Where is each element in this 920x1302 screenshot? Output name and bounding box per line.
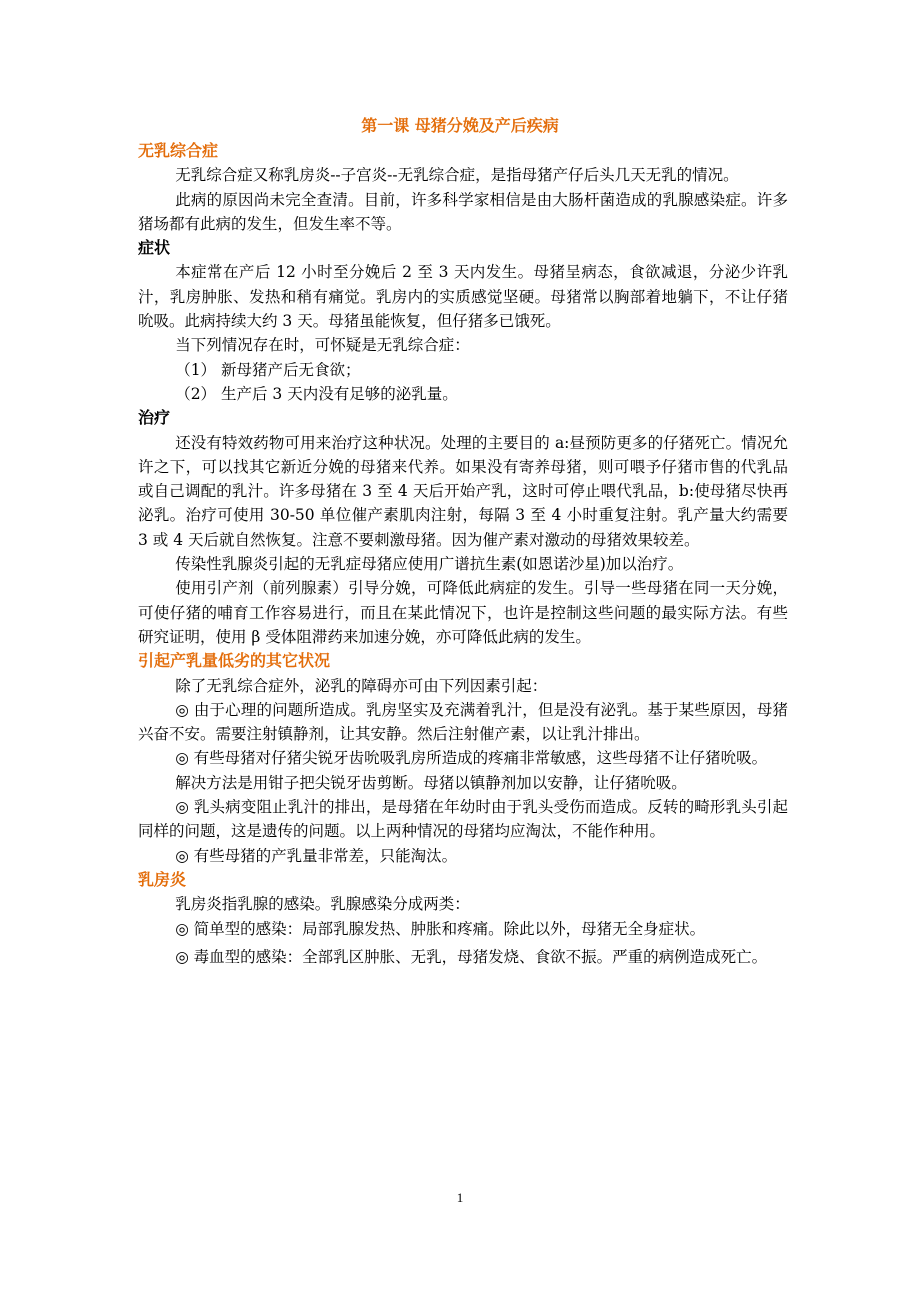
page-number: 1 [456, 1190, 464, 1205]
paragraph: ◎ 简单型的感染：局部乳腺发热、肿胀和疼痛。除此以外，母猪无全身症状。 [175, 919, 706, 938]
paragraph: 本症常在产后 12 小时至分娩后 2 至 3 天内发生。母猪呈病态，食欲减退，分泌少许乳汁，乳房肿胀、发热和稍有痛觉。乳房内的实质感觉坚硬。母猪常以胸部着地躺下，不让仔猪吮吸。此病持续大约 3 天。母猪虽能恢复，但仔猪多已饿死。 [138, 263, 788, 331]
paragraph: 此病的原因尚未完全查清。目前，许多科学家相信是由大肠杆菌造成的乳腺感染症。许多猪场都有此病的发生，但发生率不等。 [138, 190, 788, 233]
paragraph: ◎ 由于心理的问题所造成。乳房坚实及充满着乳汁，但是没有泌乳。基于某些原因，母猪兴奋不安。需要注射镇静剂，让其安静。然后注射催产素，以让乳汁排出。 [138, 700, 788, 744]
paragraph: 除了无乳综合症外，泌乳的障碍亦可由下列因素引起： [175, 676, 548, 695]
paragraph: 无乳综合症又称乳房炎--子宫炎--无乳综合症，是指母猪产仔后头几天无乳的情况。 [175, 166, 739, 185]
list-item: （1） 新母猪产后无食欲； [175, 360, 361, 379]
paragraph: ◎ 毒血型的感染：全部乳区肿胀、无乳，母猪发烧、食欲不振。严重的病例造成死亡。 [175, 947, 768, 966]
paragraph: 乳房炎指乳腺的感染。乳腺感染分成两类： [175, 895, 470, 914]
section-heading-agalactia: 无乳综合症 [138, 141, 219, 160]
paragraph: ◎ 有些母猪对仔猪尖锐牙齿吮吸乳房所造成的疼痛非常敏感，这些母猪不让仔猪吮吸。 [175, 749, 768, 768]
paragraph: 还没有特效药物可用来治疗这种状况。处理的主要目的 a:昼预防更多的仔猪死亡。情况允许之下，可以找其它新近分娩的母猪来代养。如果没有寄养母猪，则可喂予仔猪市售的代乳品或自己调配的乳汁。许多母猪在 3 至 4 天后开始产乳，这时可停止喂代乳品，b:使母猪尽快再泌乳。治疗可使用 30-50 单位催产素肌肉注射，每隔 3 至 4 小时重复注射。乳产量大约需要 3 或 4 天后就自然恢复。注意不要刺激母猪。因为催产素对激动的母猪效果较差。 [138, 433, 788, 549]
list-item: （2） 生产后 3 天内没有足够的泌乳量。 [175, 384, 458, 403]
paragraph: 传染性乳腺炎引起的无乳症母猪应使用广谱抗生素(如恩诺沙星)加以治疗。 [175, 555, 684, 574]
paragraph: 当下列情况存在时，可怀疑是无乳综合症： [175, 336, 470, 355]
section-heading-symptoms: 症状 [138, 238, 171, 258]
paragraph: 使用引产剂（前列腺素）引导分娩，可降低此病症的发生。引导一些母猪在同一天分娩，可使仔猪的哺育工作容易进行，而且在某此情况下，也许是控制这些问题的最实际方法。有些研究证明，使用 β 受体阻滞药来加速分娩，亦可降低此病的发生。 [138, 579, 788, 646]
document-body [138, 139, 788, 969]
paragraph: ◎ 有些母猪的产乳量非常差，只能淘汰。 [175, 846, 458, 865]
section-heading-mastitis: 乳房炎 [138, 869, 187, 889]
paragraph: 解决方法是用钳子把尖锐牙齿剪断。母猪以镇静剂加以安静，让仔猪吮吸。 [175, 773, 687, 792]
section-heading-treatment: 治疗 [138, 408, 171, 428]
section-heading-other-conditions: 引起产乳量低劣的其它状况 [138, 651, 331, 671]
paragraph: ◎ 乳头病变阻止乳汁的排出，是母猪在年幼时由于乳头受伤而造成。反转的畸形乳头引起同样的问题，这是遗传的问题。以上两种情况的母猪均应淘汰，不能作种用。 [138, 798, 788, 841]
page-title: 第一课 母猪分娩及产后疾病 [361, 116, 559, 135]
